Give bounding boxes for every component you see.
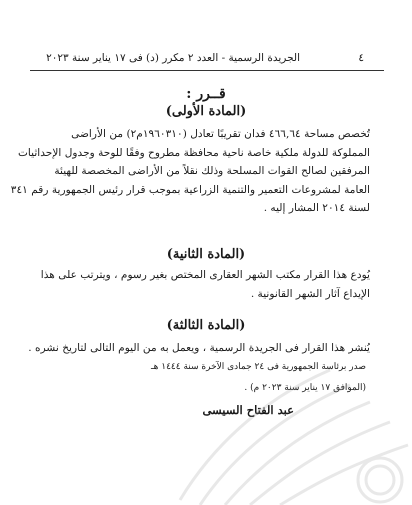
article-3-line: يُنشر هذا القرار فى الجريدة الرسمية ، ويعمل به من اليوم التالى لتاريخ نشره .	[28, 342, 370, 354]
article-2-body	[40, 266, 370, 303]
article-1-line: تُخصص مساحة ٤٦٦,٦٤ فدان تقريبًا تعادل (١٩٦٠٣١٠م٢) من الأراضى	[71, 128, 370, 140]
page-number: ٤	[358, 52, 364, 64]
article-1-line: المرفقين لصالح القوات المسلحة وذلك نقلاً من الأراضى المخصصة للهيئة	[54, 165, 370, 177]
decree-title: قــرر :	[186, 86, 226, 102]
article-1-line: العامة لمشروعات التعمير والتنمية الزراعية بموجب قرار رئيس الجمهورية رقم ٣٤١	[10, 183, 370, 196]
article-1-body	[10, 125, 370, 218]
gregorian-date: (الموافق ١٧ يناير سنة ٢٠٢٣ م) .	[244, 383, 366, 393]
header-divider	[30, 70, 384, 71]
article-1-heading: (المادة الأولى)	[165, 104, 247, 119]
gazette-title: الجريدة الرسمية - العدد ٢ مكرر (د) فى ١٧ يناير سنة ٢٠٢٣	[46, 52, 300, 64]
signature: عبد الفتاح السيسى	[202, 403, 294, 417]
article-2-line: يُودع هذا القرار مكتب الشهر العقارى المختص بغير رسوم ، ويترتب على هذا	[40, 269, 370, 281]
page-header	[0, 49, 412, 67]
article-3-body	[28, 339, 370, 358]
issued-at: صدر برئاسة الجمهورية فى ٢٤ جمادى الآخرة سنة ١٤٤٤ هـ	[150, 362, 366, 372]
article-2-heading: (المادة الثانية)	[166, 247, 246, 262]
article-3-heading: (المادة الثالثة)	[166, 318, 246, 333]
article-1-line: المملوكة للدولة ملكية خاصة ناحية محافظة مطروح وفقًا للوحة وجدول الإحداثيات	[17, 146, 370, 159]
article-2-line: الإيداع آثار الشهر القانونية .	[250, 287, 370, 300]
article-1-line: لسنة ٢٠١٤ المشار إليه .	[263, 202, 370, 214]
